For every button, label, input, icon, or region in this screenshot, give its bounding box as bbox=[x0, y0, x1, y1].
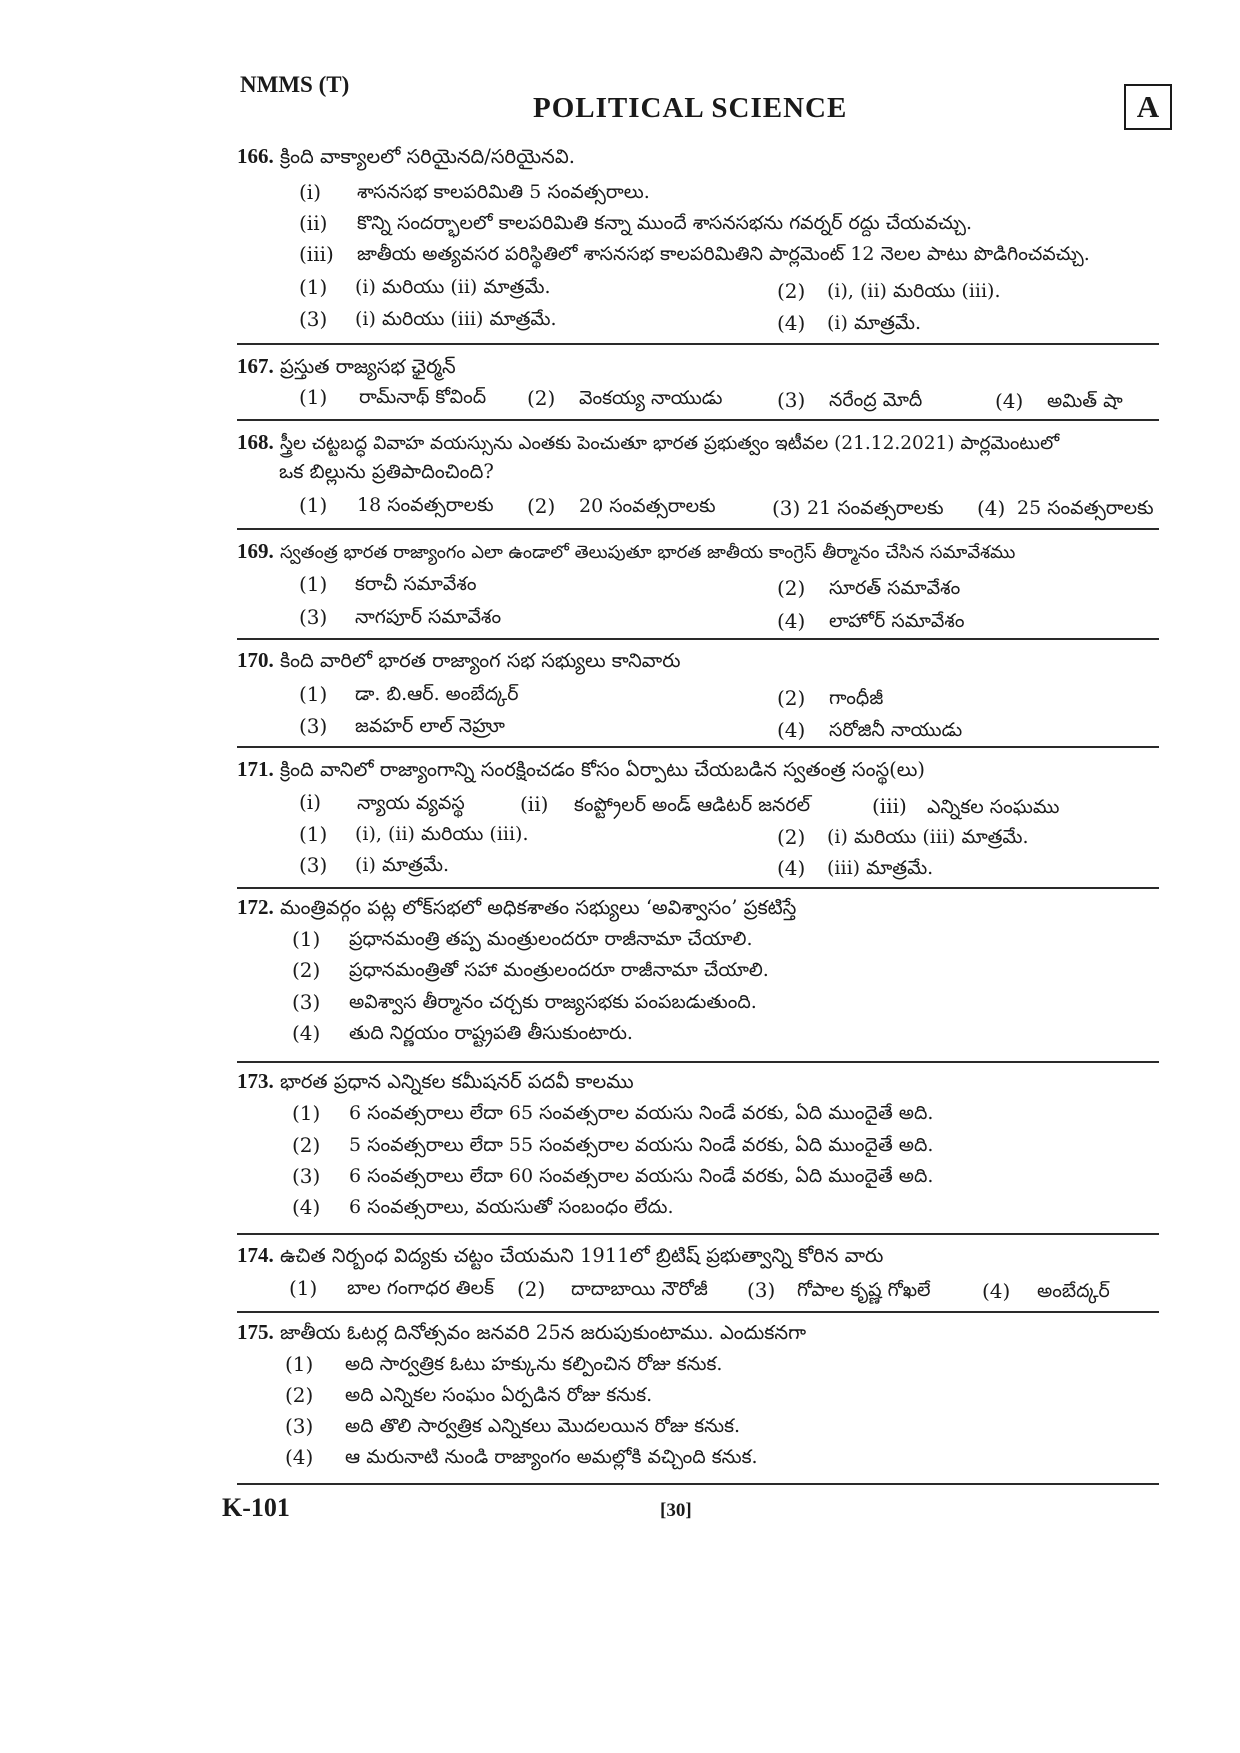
divider bbox=[237, 343, 1159, 345]
option-label: (2) bbox=[777, 825, 806, 849]
option-label: (2) bbox=[292, 1133, 321, 1157]
page-title: POLITICAL SCIENCE bbox=[533, 92, 848, 124]
option-label: (2) bbox=[777, 686, 806, 710]
option-label: (4) bbox=[777, 311, 806, 335]
option-label: (4) bbox=[982, 1279, 1011, 1303]
question-stem: 173. భారత ప్రధాన ఎన్నికల కమీషనర్ పదవీ కాలము bbox=[237, 1069, 634, 1093]
option-label: (4) bbox=[285, 1445, 314, 1469]
option-text: సరోజినీ నాయుడు bbox=[829, 719, 963, 741]
option-text: ఆ మరునాటి నుండి రాజ్యాంగం అమల్లోకి వచ్చింది కనుక. bbox=[345, 1446, 758, 1468]
option-text: 6 సంవత్సరాలు, వయసుతో సంబంధం లేదు. bbox=[349, 1196, 674, 1218]
divider bbox=[237, 1311, 1159, 1313]
divider bbox=[237, 1483, 1159, 1485]
footer-page-number: [30] bbox=[660, 1500, 692, 1521]
option-text: నరేంద్ర మోదీ bbox=[829, 389, 923, 411]
option-text: సూరత్ సమావేశం bbox=[829, 577, 961, 599]
question-stem: 172. మంత్రివర్గం పట్ల లోక్‌సభలో అధికశాతం సభ్యులు ‘అవిశ్వాసం’ ప్రకటిస్తే bbox=[237, 895, 797, 919]
statement-text: జాతీయ అత్యవసర పరిస్థితిలో శాసనసభ కాలపరిమితిని పార్లమెంట్ 12 నెలల పాటు పొడిగించవచ్చు. bbox=[357, 243, 1090, 265]
option-text: అంబేద్కర్ bbox=[1037, 1280, 1110, 1302]
option-label: (1) bbox=[299, 385, 328, 409]
option-text: (i) మాత్రమే. bbox=[355, 854, 450, 876]
option-label: (2) bbox=[292, 958, 321, 982]
statement-label: (i) bbox=[299, 790, 322, 814]
divider bbox=[237, 1233, 1159, 1235]
option-text: 18 సంవత్సరాలకు bbox=[357, 494, 494, 516]
option-text: అమిత్ షా bbox=[1047, 390, 1123, 412]
statement-text: శాసనసభ కాలపరిమితి 5 సంవత్సరాలు. bbox=[357, 181, 650, 203]
option-label: (3) bbox=[292, 1164, 321, 1188]
option-text: 21 సంవత్సరాలకు bbox=[807, 497, 944, 519]
option-text: 5 సంవత్సరాలు లేదా 55 సంవత్సరాల వయసు నిండే వరకు, ఏది ముందైతే అది. bbox=[349, 1134, 934, 1156]
statement-label: (i) bbox=[299, 180, 322, 204]
statement-text: కంప్ట్రోలర్ అండ్ ఆడిటర్ జనరల్ bbox=[574, 794, 811, 816]
option-label: (2) bbox=[527, 386, 556, 410]
option-label: (3) bbox=[299, 714, 328, 738]
option-label: (1) bbox=[299, 275, 328, 299]
option-text: 20 సంవత్సరాలకు bbox=[579, 495, 716, 517]
option-text: అది సార్వత్రిక ఓటు హక్కును కల్పించిన రోజు కనుక. bbox=[345, 1353, 723, 1375]
option-text: అది తొలి సార్వత్రిక ఎన్నికలు మొదలయిన రోజు కనుక. bbox=[345, 1415, 741, 1437]
option-label: (3) bbox=[299, 605, 328, 629]
statement-label: (ii) bbox=[299, 211, 328, 235]
divider bbox=[237, 419, 1159, 421]
option-label: (3) bbox=[299, 853, 328, 877]
option-label: (1) bbox=[292, 1101, 321, 1125]
option-label: (1) bbox=[292, 927, 321, 951]
question-stem: 169. స్వతంత్ర భారత రాజ్యాంగం ఎలా ఉండాలో తెలుపుతూ భారత జాతీయ కాంగ్రెస్ తీర్మానం చేసిన సమావేశము bbox=[237, 539, 1016, 563]
footer-booklet-code: K-101 bbox=[222, 1493, 290, 1522]
option-label: (1) bbox=[289, 1276, 318, 1300]
option-label: (3) bbox=[747, 1278, 776, 1302]
option-text: వెంకయ్య నాయుడు bbox=[579, 387, 723, 409]
divider bbox=[237, 638, 1159, 640]
question-stem: 175. జాతీయ ఓటర్ల దినోత్సవం జనవరి 25న జరుపుకుంటాము. ఎందుకనగా bbox=[237, 1320, 807, 1344]
header-exam-code: NMMS (T) bbox=[240, 72, 350, 97]
option-text: (i) మరియు (ii) మాత్రమే. bbox=[355, 276, 551, 298]
option-text: 6 సంవత్సరాలు లేదా 65 సంవత్సరాల వయసు నిండే వరకు, ఏది ముందైతే అది. bbox=[349, 1102, 934, 1124]
statement-label: (iii) bbox=[299, 242, 334, 266]
statement-text: న్యాయ వ్యవస్థ bbox=[357, 792, 465, 814]
option-label: (1) bbox=[285, 1352, 314, 1376]
option-text: అవిశ్వాస తీర్మానం చర్చకు రాజ్యసభకు పంపబడుతుంది. bbox=[349, 991, 757, 1013]
option-text: లాహోర్ సమావేశం bbox=[829, 610, 965, 632]
question-stem: 170. కింది వారిలో భారత రాజ్యాంగ సభ సభ్యులు కానివారు bbox=[237, 648, 681, 672]
option-text: ప్రధానమంత్రి తప్ప మంత్రులందరూ రాజీనామా చేయాలి. bbox=[349, 928, 753, 950]
statement-label: (iii) bbox=[872, 794, 907, 818]
option-text: 6 సంవత్సరాలు లేదా 60 సంవత్సరాల వయసు నిండే వరకు, ఏది ముందైతే అది. bbox=[349, 1165, 934, 1187]
option-label: (4) bbox=[977, 496, 1006, 520]
statement-label: (ii) bbox=[520, 792, 549, 816]
question-stem: 168. స్త్రీల చట్టబద్ధ వివాహ వయస్సును ఎంతకు పెంచుతూ భారత ప్రభుత్వం ఇటీవల (21.12.2021) పార్లమెంటులో bbox=[237, 430, 1060, 454]
option-label: (1) bbox=[299, 572, 328, 596]
option-label: (1) bbox=[299, 493, 328, 517]
option-text: దాదాబాయి నౌరోజీ bbox=[571, 1278, 708, 1300]
option-label: (2) bbox=[285, 1383, 314, 1407]
booklet-set-box: A bbox=[1124, 84, 1172, 130]
option-label: (2) bbox=[527, 494, 556, 518]
option-label: (4) bbox=[292, 1195, 321, 1219]
option-label: (4) bbox=[777, 856, 806, 880]
option-label: (3) bbox=[285, 1414, 314, 1438]
option-label: (1) bbox=[299, 682, 328, 706]
statement-text: కొన్ని సందర్భాలలో కాలపరిమితి కన్నా ముందే శాసనసభను గవర్నర్ రద్దు చేయవచ్చు. bbox=[357, 212, 973, 234]
option-text: డా. బి.ఆర్. అంబేద్కర్ bbox=[355, 683, 519, 705]
question-stem: 166. క్రింది వాక్యాలలో సరియైనది/సరియైనవి. bbox=[237, 144, 575, 168]
option-text: జవహర్ లాల్ నెహ్రూ bbox=[355, 715, 505, 737]
divider bbox=[237, 1061, 1159, 1063]
divider bbox=[237, 528, 1159, 530]
option-text: గోపాల కృష్ణ గోఖలే bbox=[797, 1279, 931, 1301]
option-text: 25 సంవత్సరాలకు bbox=[1017, 497, 1154, 519]
option-text: రామ్‌నాథ్ కోవింద్ bbox=[359, 386, 487, 408]
option-label: (3) bbox=[299, 307, 328, 331]
option-text: (i) మాత్రమే. bbox=[827, 312, 922, 334]
option-text: (i) మరియు (iii) మాత్రమే. bbox=[355, 308, 557, 330]
question-stem-cont: ఒక బిల్లును ప్రతిపాదించింది? bbox=[279, 460, 494, 483]
divider bbox=[237, 887, 1159, 889]
divider bbox=[237, 746, 1159, 748]
question-stem: 171. క్రింది వానిలో రాజ్యాంగాన్ని సంరక్షించడం కోసం ఏర్పాటు చేయబడిన స్వతంత్ర సంస్థ(లు) bbox=[237, 757, 925, 781]
option-label: (4) bbox=[995, 389, 1024, 413]
option-label: (4) bbox=[777, 718, 806, 742]
option-label: (3) bbox=[777, 388, 806, 412]
option-text: ప్రధానమంత్రితో సహా మంత్రులందరూ రాజీనామా చేయాలి. bbox=[349, 959, 769, 981]
option-label: (1) bbox=[299, 822, 328, 846]
option-label: (3) bbox=[772, 496, 801, 520]
option-label: (2) bbox=[777, 576, 806, 600]
option-text: గాంధీజీ bbox=[829, 687, 884, 709]
option-text: (i) మరియు (iii) మాత్రమే. bbox=[827, 826, 1029, 848]
question-stem: 174. ఉచిత నిర్బంధ విద్యకు చట్టం చేయమని 1911లో బ్రిటిష్ ప్రభుత్వాన్ని కోరిన వారు bbox=[237, 1243, 884, 1267]
option-text: (i), (ii) మరియు (iii). bbox=[355, 823, 529, 845]
option-label: (2) bbox=[777, 279, 806, 303]
option-text: నాగపూర్ సమావేశం bbox=[355, 606, 502, 628]
option-label: (3) bbox=[292, 990, 321, 1014]
option-text: (iii) మాత్రమే. bbox=[827, 857, 934, 879]
statement-text: ఎన్నికల సంఘము bbox=[927, 796, 1060, 818]
option-label: (2) bbox=[517, 1277, 546, 1301]
option-label: (4) bbox=[292, 1021, 321, 1045]
option-text: తుది నిర్ణయం రాష్ట్రపతి తీసుకుంటారు. bbox=[349, 1022, 633, 1044]
option-text: (i), (ii) మరియు (iii). bbox=[827, 280, 1001, 302]
option-text: కరాచీ సమావేశం bbox=[355, 573, 477, 595]
option-label: (4) bbox=[777, 609, 806, 633]
option-text: అది ఎన్నికల సంఘం ఏర్పడిన రోజు కనుక. bbox=[345, 1384, 653, 1406]
option-text: బాల గంగాధర తిలక్ bbox=[347, 1277, 495, 1299]
question-stem: 167. ప్రస్తుత రాజ్యసభ ఛైర్మన్ bbox=[237, 354, 456, 378]
